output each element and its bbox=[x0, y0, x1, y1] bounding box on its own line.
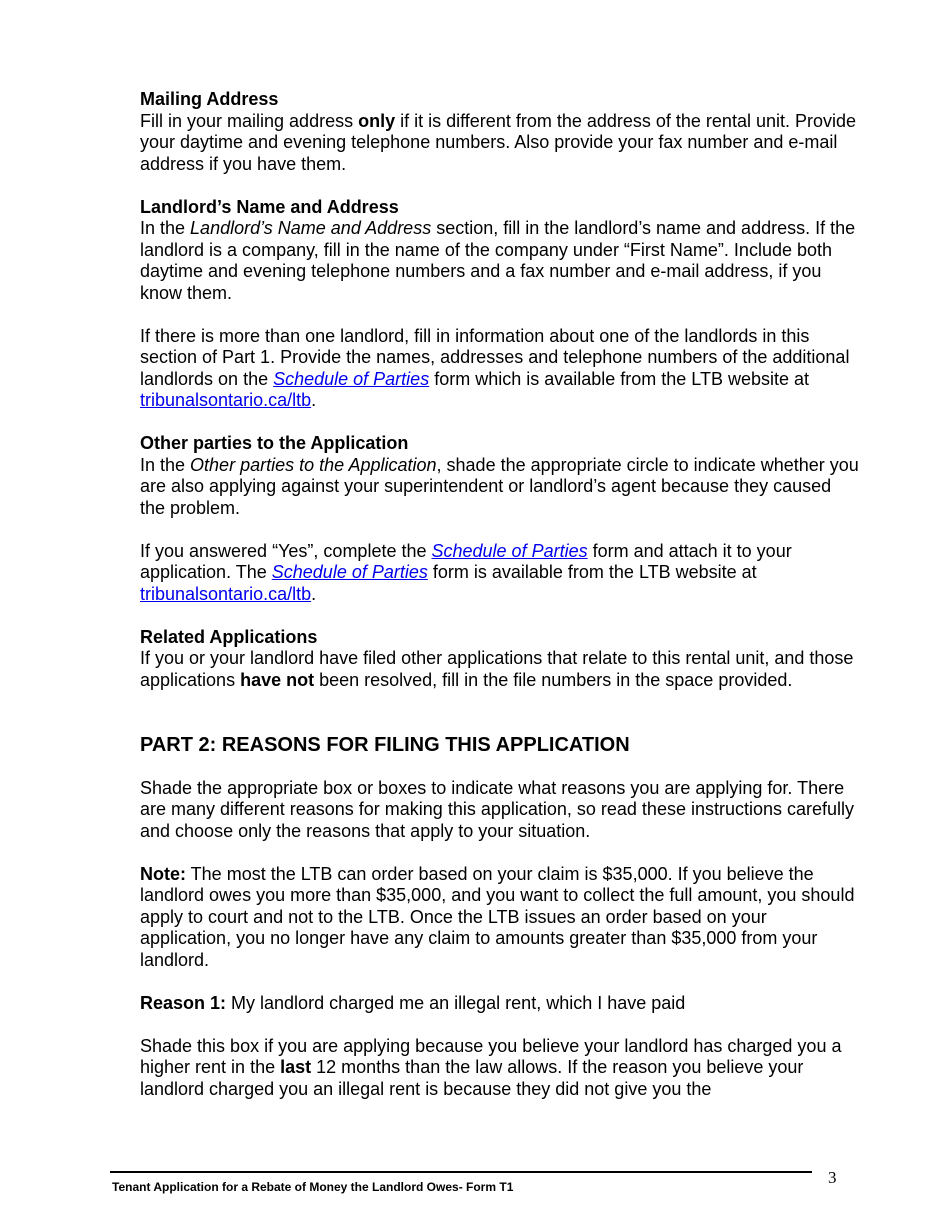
reason-1-paragraph: Reason 1: My landlord charged me an illegal rent, which I have paid bbox=[140, 992, 686, 1013]
reason-1-explanation: Shade this box if you are applying because you believe your landlord has charged you a higher rent in the last 12 months than the law allows. If the reason you believe your landlord charged you an illegal rent is because they did not give you the bbox=[140, 1035, 842, 1099]
document-page bbox=[140, 89, 860, 1100]
schedule-of-parties-link[interactable]: Schedule of Parties bbox=[273, 368, 430, 389]
related-applications-paragraph: If you or your landlord have filed other applications that relate to this rental unit, and those applications have not been resolved, fill in the file numbers in the space provided. bbox=[140, 648, 854, 690]
other-parties-paragraph-1: In the Other parties to the Application, shade the appropriate circle to indicate whether you are also applying against your superintendent or landlord’s agent because they caused the problem. bbox=[140, 454, 859, 518]
landlord-paragraph-1: In the Landlord’s Name and Address section, fill in the landlord’s name and address. If the landlord is a company, fill in the name of the company under “First Name”. Include both daytime and evening telephone numbers and a fax number and e-mail address, if you know them. bbox=[140, 218, 856, 303]
ltb-website-link[interactable]: tribunalsontario.ca/ltb bbox=[140, 583, 312, 604]
landlord-name-heading: Landlord’s Name and Address bbox=[140, 196, 399, 217]
related-applications-heading: Related Applications bbox=[140, 626, 318, 647]
other-parties-heading: Other parties to the Application bbox=[140, 433, 409, 453]
page-number: 3 bbox=[828, 1168, 837, 1187]
landlord-paragraph-2: If there is more than one landlord, fill in information about one of the landlords in this section of Part 1. Provide the names, addresses and telephone numbers of the additional landlords on the Schedule of Parties form which is available from the LTB website at tribunalsontario.ca/ltb. bbox=[140, 325, 850, 410]
mailing-address-heading: Mailing Address bbox=[140, 89, 279, 109]
other-parties-paragraph-2: If you answered “Yes”, complete the Schedule of Parties form and attach it to your application. The Schedule of Parties form is available from the LTB website at tribunalsontario.ca/ltb. bbox=[140, 540, 792, 604]
mailing-address-paragraph: Fill in your mailing address only if it is different from the address of the rental unit. Provide your daytime and evening telephone numbers. Also provide your fax number and e-mail address if you have them. bbox=[140, 110, 857, 174]
note-paragraph: Note: The most the LTB can order based on your claim is $35,000. If you believe the landlord owes you more than $35,000, and you want to collect the full amount, you should apply to court and not to the LTB. Once the LTB issues an order based on your application, you no longer have any claim to amounts greater than $35,000 from your landlord. bbox=[140, 863, 855, 970]
ltb-website-link[interactable]: tribunalsontario.ca/ltb bbox=[140, 390, 312, 410]
schedule-of-parties-link[interactable]: Schedule of Parties bbox=[271, 562, 428, 582]
schedule-of-parties-link[interactable]: Schedule of Parties bbox=[431, 540, 588, 561]
footer-form-title: Tenant Application for a Rebate of Money the Landlord Owes- Form T1 bbox=[112, 1180, 514, 1194]
part-2-intro-paragraph: Shade the appropriate box or boxes to indicate what reasons you are applying for. There are many different reasons for making this application, so read these instructions carefully and choose only the reasons that apply to your situation. bbox=[140, 777, 855, 841]
part-2-title: PART 2: REASONS FOR FILING THIS APPLICATION bbox=[140, 733, 630, 756]
footer-divider bbox=[110, 1171, 812, 1173]
